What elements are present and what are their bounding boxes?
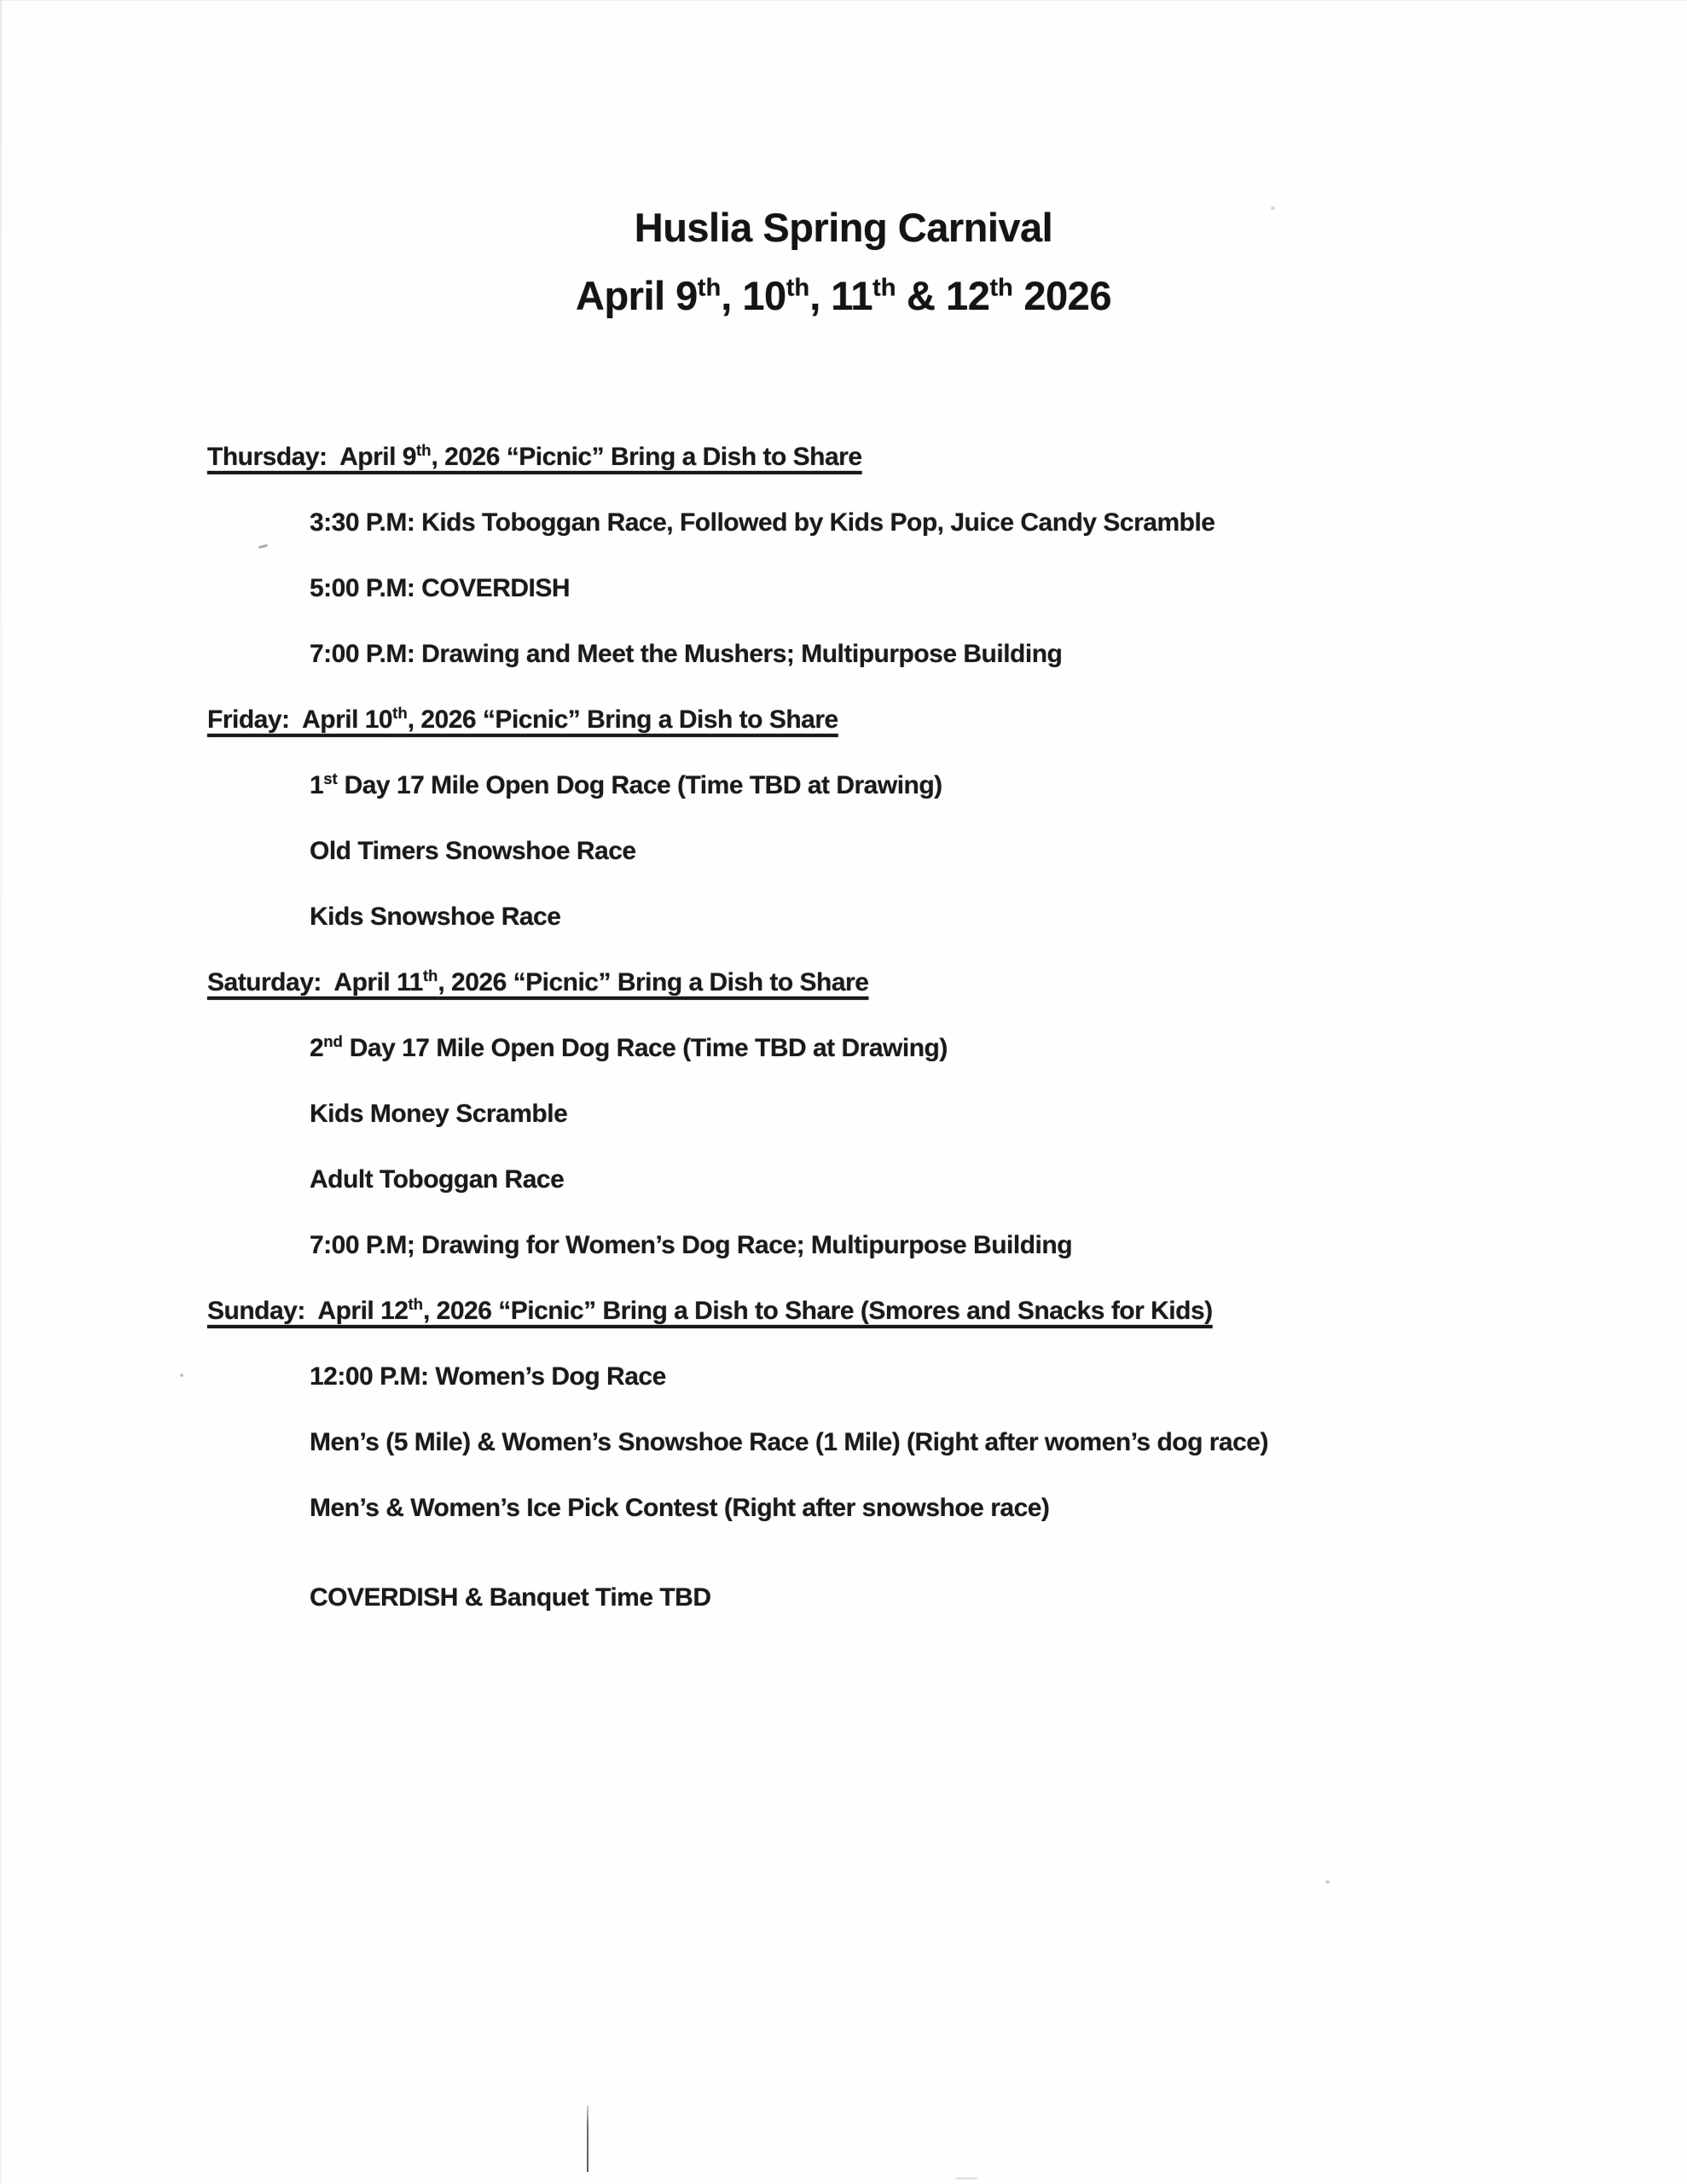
sunday-item-womens-dog-race: 12:00 P.M: Women’s Dog Race [310, 1362, 666, 1391]
scan-speck [1271, 206, 1275, 210]
title-line-1: Huslia Spring Carnival [634, 205, 1053, 250]
sunday-heading: Sunday: April 12th, 2026 “Picnic” Bring a Dish to Share (Smores and Snacks for Kids) [207, 1295, 1213, 1325]
thursday-item-kids-toboggan: 3:30 P.M: Kids Toboggan Race, Followed by Kids Pop, Juice Candy Scramble [310, 508, 1215, 537]
thursday-heading: Thursday: April 9th, 2026 “Picnic” Bring a Dish to Share [207, 441, 862, 471]
thursday-item-drawing: 7:00 P.M: Drawing and Meet the Mushers; Multipurpose Building [310, 640, 1063, 668]
sunday-item-coverdish-banquet: COVERDISH & Banquet Time TBD [310, 1583, 711, 1612]
saturday-item-dog-race-day2: 2nd Day 17 Mile Open Dog Race (Time TBD at Drawing) [310, 1032, 948, 1062]
friday-item-dog-race-day1: 1st Day 17 Mile Open Dog Race (Time TBD at Drawing) [310, 770, 942, 799]
ordinal-superscript: st [323, 770, 338, 787]
ordinal-superscript: th [408, 1295, 424, 1313]
ordinal-superscript: th [392, 704, 408, 722]
scan-edge-top [0, 0, 1687, 1]
sunday-item-ice-pick-contest: Men’s & Women’s Ice Pick Contest (Right after snowshoe race) [310, 1494, 1050, 1522]
saturday-item-womens-drawing: 7:00 P.M; Drawing for Women’s Dog Race; Multipurpose Building [310, 1231, 1073, 1259]
friday-heading: Friday: April 10th, 2026 “Picnic” Bring a Dish to Share [207, 704, 838, 734]
ordinal-superscript: th [786, 274, 810, 302]
saturday-heading: Saturday: April 11th, 2026 “Picnic” Bring a Dish to Share [207, 967, 869, 996]
ordinal-superscript: th [422, 967, 438, 985]
scan-artifact-vertical-line [587, 2106, 588, 2172]
scan-smudge [955, 2177, 977, 2180]
schedule-list [207, 424, 1636, 1630]
ordinal-superscript: th [872, 274, 896, 302]
title-line-2: April 9th, 10th, 11th & 12th 2026 [576, 273, 1111, 318]
ordinal-superscript: th [697, 274, 722, 302]
sunday-item-snowshoe-races: Men’s (5 Mile) & Women’s Snowshoe Race (1 Mile) (Right after women’s dog race) [310, 1428, 1268, 1456]
saturday-item-adult-toboggan: Adult Toboggan Race [310, 1165, 565, 1194]
saturday-item-kids-money-scramble: Kids Money Scramble [310, 1100, 568, 1128]
ordinal-superscript: nd [323, 1032, 343, 1050]
thursday-item-coverdish: 5:00 P.M: COVERDISH [310, 574, 571, 602]
ordinal-superscript: th [415, 441, 432, 459]
friday-item-kids-snowshoe: Kids Snowshoe Race [310, 903, 561, 931]
scan-speck [180, 1374, 183, 1377]
ordinal-superscript: th [989, 274, 1013, 302]
scan-speck [1325, 1880, 1330, 1884]
friday-item-old-timers-snowshoe: Old Timers Snowshoe Race [310, 837, 636, 865]
document-title [0, 194, 1687, 330]
